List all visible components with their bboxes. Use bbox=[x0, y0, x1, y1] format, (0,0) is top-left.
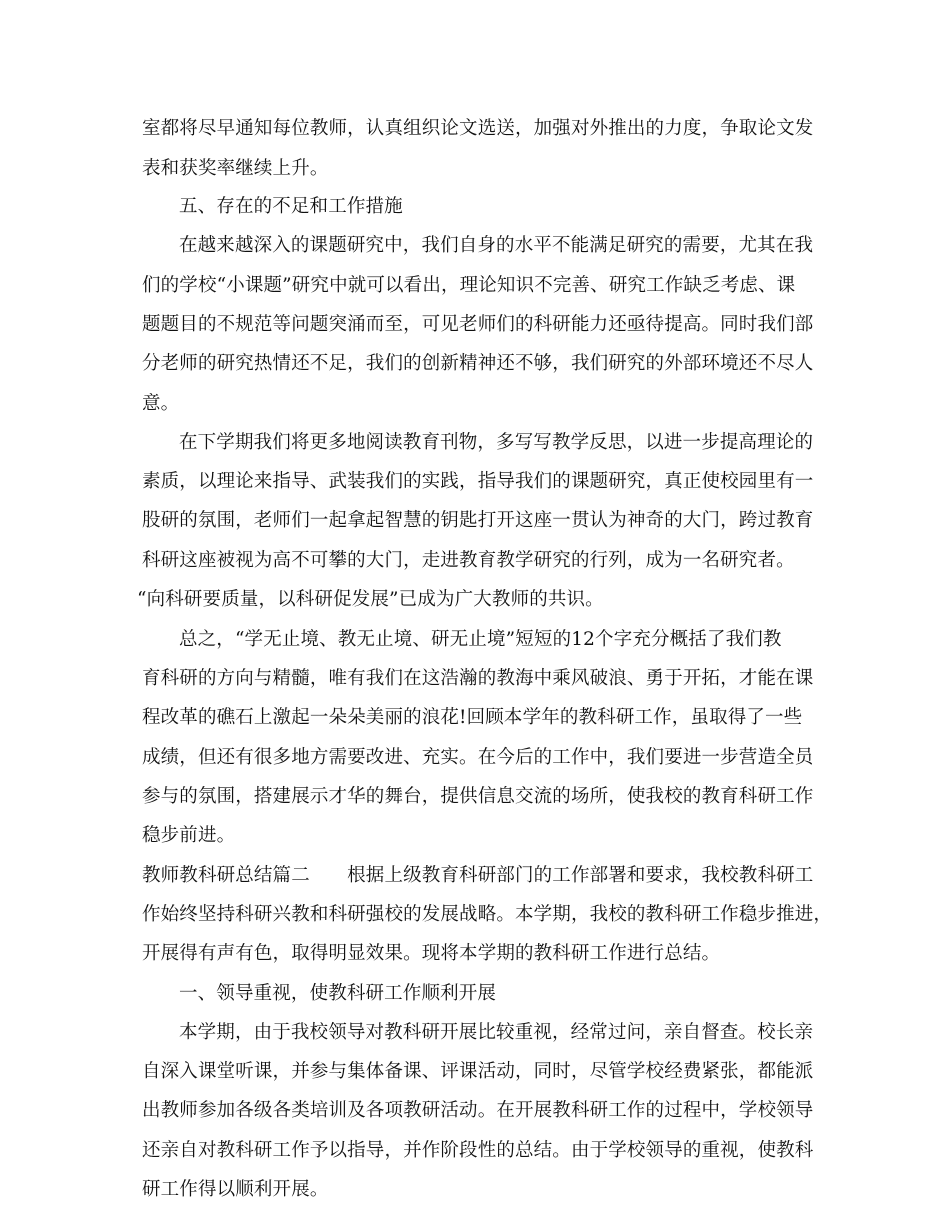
text-line: 作始终坚持科研兴教和科研强校的发展战略。本学期，我校的教科研工作稳步推进， bbox=[142, 904, 833, 925]
text-line: 在越来越深入的课题研究中，我们自身的水平不能满足研究的需要，尤其在我 bbox=[179, 235, 814, 256]
text-line: 室都将尽早通知每位教师，认真组织论文选送，加强对外推出的力度，争取论文发 bbox=[142, 118, 814, 139]
text-line: 股研的氛围，老师们一起拿起智慧的钥匙打开这座一贯认为神奇的大门，跨过教育 bbox=[142, 510, 814, 531]
section-heading: 一、领导重视，使教科研工作顺利开展 bbox=[179, 983, 497, 1004]
text-line: 题题目的不规范等问题突涌而至，可见老师们的科研能力还亟待提高。同时我们部 bbox=[142, 314, 814, 335]
section-heading: 五、存在的不足和工作措施 bbox=[179, 196, 403, 217]
text-line: 出教师参加各级各类培训及各项教研活动。在开展教科研工作的过程中，学校领导 bbox=[142, 1100, 814, 1121]
text-line: 成绩，但还有很多地方需要改进、充实。在今后的工作中，我们要进一步营造全员 bbox=[142, 747, 814, 768]
text-line: “向科研要质量，以科研促发展”已成为广大教师的共识。 bbox=[137, 589, 604, 610]
section-title-line: 教师教科研总结篇二 根据上级教育科研部门的工作部署和要求，我校教科研工 bbox=[142, 865, 814, 886]
text-line: 意。 bbox=[142, 393, 180, 414]
text-line: 还亲自对教科研工作予以指导，并作阶段性的总结。由于学校领导的重视，使教科 bbox=[142, 1140, 814, 1161]
text-line: 稳步前进。 bbox=[142, 825, 236, 846]
text-line: 研工作得以顺利开展。 bbox=[142, 1179, 329, 1200]
text-line: 育科研的方向与精髓，唯有我们在这浩瀚的教海中乘风破浪、勇于开拓，才能在课 bbox=[142, 668, 814, 689]
text-line: 科研这座被视为高不可攀的大门，走进教育教学研究的行列，成为一名研究者。 bbox=[142, 550, 795, 571]
text-line: 参与的氛围，搭建展示才华的舞台，提供信息交流的场所，使我校的教育科研工作 bbox=[142, 786, 814, 807]
text-line: 开展得有声有色，取得明显效果。现将本学期的教科研工作进行总结。 bbox=[142, 943, 721, 964]
text-line: 表和获奖率继续上升。 bbox=[142, 158, 329, 179]
text-line: 在下学期我们将更多地阅读教育刊物，多写写教学反思，以进一步提高理论的 bbox=[179, 432, 814, 453]
text-line: 总之，“学无止境、教无止境、研无止境”短短的12个字充分概括了我们教 bbox=[179, 629, 782, 650]
text-line: 们的学校“小课题”研究中就可以看出，理论知识不完善、研究工作缺乏考虑、课 bbox=[142, 275, 796, 296]
text-line: 本学期，由于我校领导对教科研开展比较重视，经常过问，亲自督查。校长亲 bbox=[179, 1022, 814, 1043]
text-line: 程改革的礁石上激起一朵朵美丽的浪花!回顾本学年的教科研工作，虽取得了一些 bbox=[142, 707, 803, 728]
text-line: 自深入课堂听课，并参与集体备课、评课活动，同时，尽管学校经费紧张，都能派 bbox=[142, 1061, 814, 1082]
text-line: 分老师的研究热情还不足，我们的创新精神还不够，我们研究的外部环境还不尽人 bbox=[142, 353, 814, 374]
text-line: 素质，以理论来指导、武装我们的实践，指导我们的课题研究，真正使校园里有一 bbox=[142, 471, 814, 492]
